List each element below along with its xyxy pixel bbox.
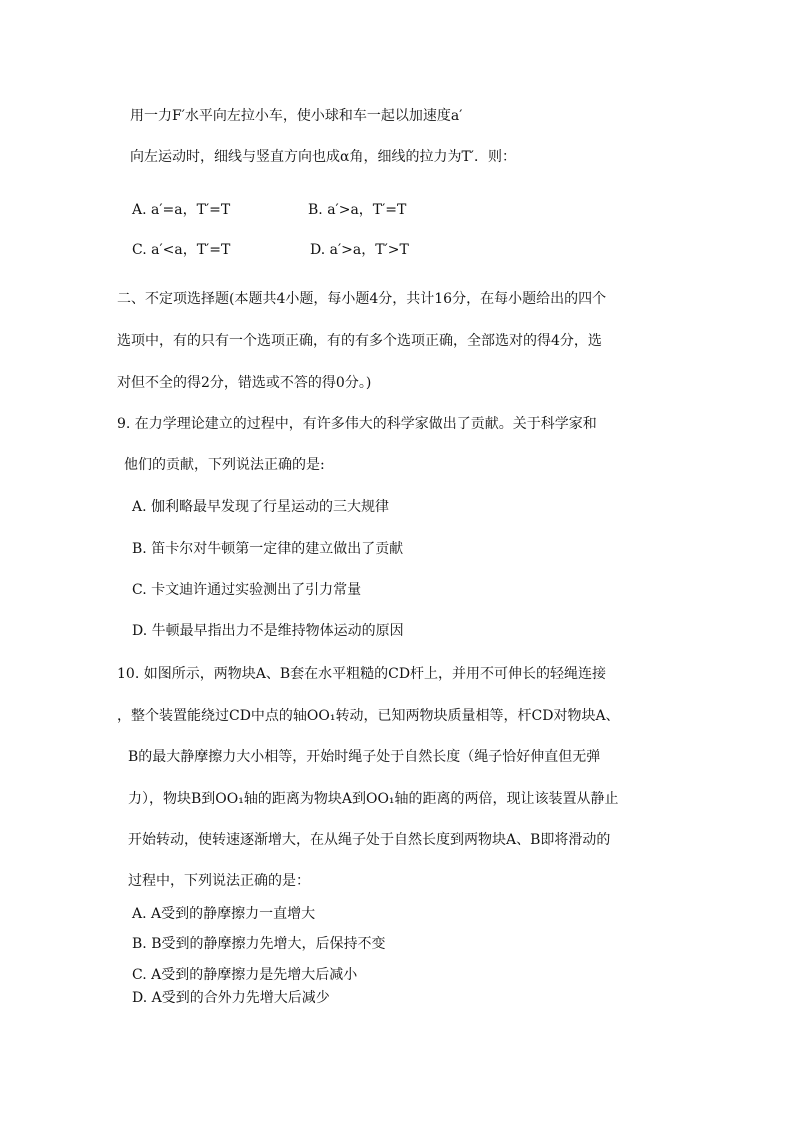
q10-option-c: C. A受到的静摩擦力是先增大后减小 (132, 967, 358, 983)
q10-stem-line-4: 力），物块B到OO₁轴的距离为物块A到OO₁轴的距离的两倍，现让该装置从静止 (128, 791, 619, 807)
q8-option-b: B. a′>a，T′=T (308, 202, 407, 218)
q10-stem-line-2: ，整个装置能绕过CD中点的轴OO₁转动，已知两物块质量相等，杆CD对物块A、 (117, 708, 620, 724)
section2-heading-line-3: 对但不全的得2分，错选或不答的得0分。) (117, 375, 372, 391)
q9-stem-line-2: 他们的贡献，下列说法正确的是: (124, 457, 325, 473)
q10-stem-line-5: 开始转动，使转速逐渐增大，在从绳子处于自然长度到两物块A、B即将滑动的 (128, 832, 611, 848)
q10-stem-line-6: 过程中，下列说法正确的是： (128, 873, 310, 889)
q9-option-a: A. 伽利略最早发现了行星运动的三大规律 (132, 499, 390, 515)
q8-option-d: D. a′>a，T′>T (310, 242, 409, 258)
q10-stem-line-1: 10. 如图所示，两物块A、B套在水平粗糙的CD杆上，并用不可伸长的轻绳连接 (117, 666, 607, 682)
section2-heading-line-2: 选项中，有的只有一个选项正确，有的有多个选项正确，全部选对的得4分，选 (117, 333, 602, 349)
q8-stem-line-2: 向左运动时，细线与竖直方向也成α角，细线的拉力为T′．则： (130, 149, 516, 165)
q9-option-c: C. 卡文迪许通过实验测出了引力常量 (132, 582, 362, 598)
q10-option-b: B. B受到的静摩擦力先增大，后保持不变 (132, 936, 386, 952)
q10-option-d: D. A受到的合外力先增大后减少 (132, 990, 330, 1006)
q9-stem-line-1: 9. 在力学理论建立的过程中，有许多伟大的科学家做出了贡献。关于科学家和 (117, 416, 597, 432)
q8-option-a: A. a′=a，T′=T (132, 202, 231, 218)
section2-heading-line-1: 二、不定项选择题(本题共4小题，每小题4分，共计16分，在每小题给出的四个 (117, 291, 607, 307)
q10-option-a: A. A受到的静摩擦力一直增大 (132, 906, 316, 922)
q9-option-d: D. 牛顿最早指出力不是维持物体运动的原因 (132, 623, 404, 639)
q9-option-b: B. 笛卡尔对牛顿第一定律的建立做出了贡献 (132, 541, 404, 557)
q8-option-c: C. a′<a，T′=T (132, 242, 231, 258)
q10-stem-line-3: B的最大静摩擦力大小相等，开始时绳子处于自然长度（绳子恰好伸直但无弹 (128, 749, 601, 765)
q8-stem-line-1: 用一力F′水平向左拉小车，使小球和车一起以加速度a′ (130, 108, 463, 124)
